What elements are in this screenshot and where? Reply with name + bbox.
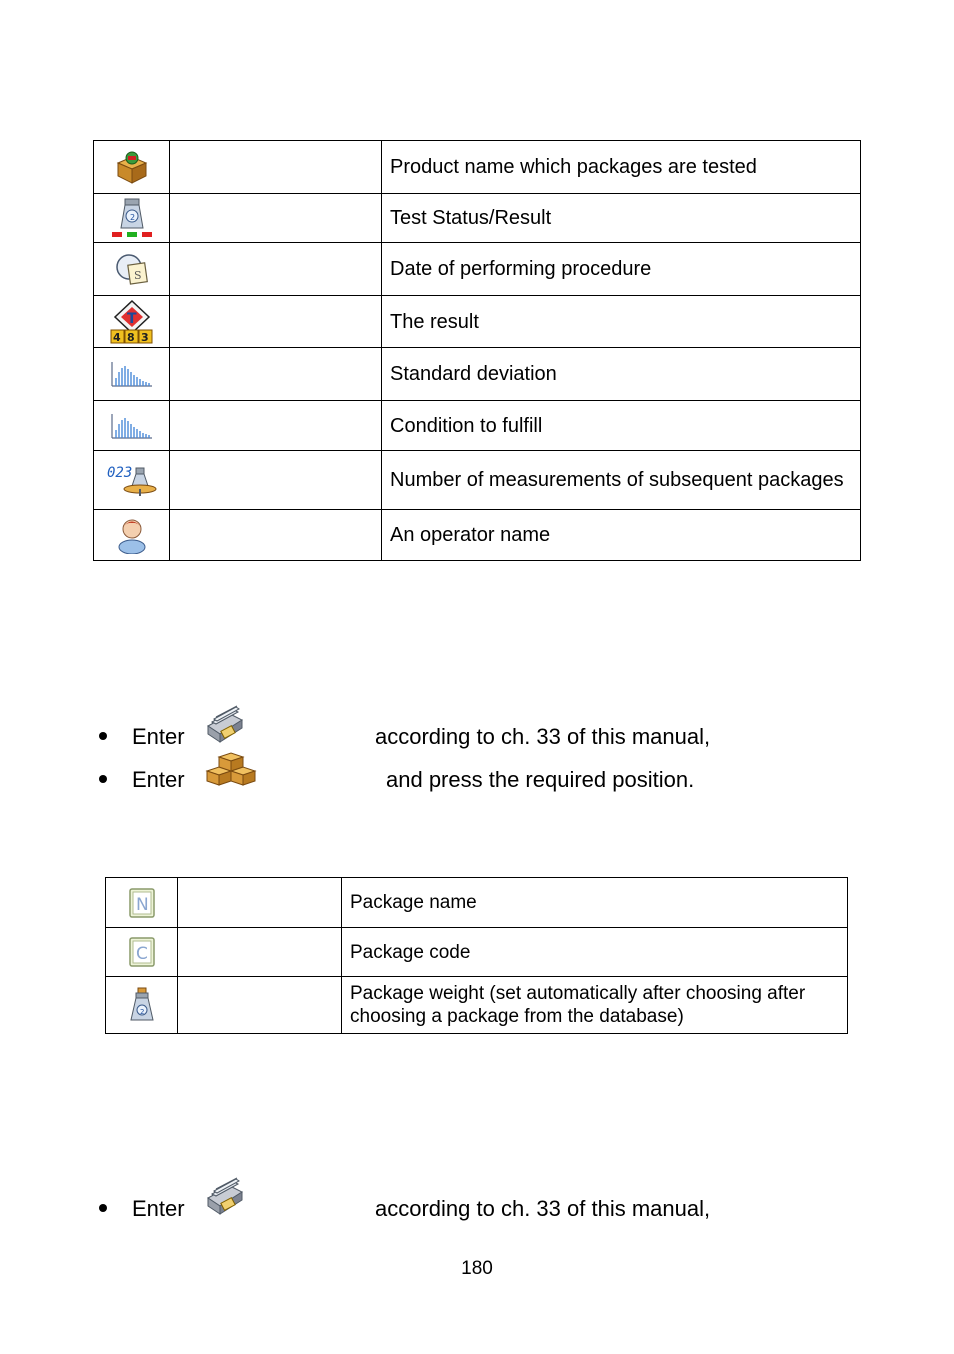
report-fields-table (93, 140, 861, 561)
package-weight-icon (126, 986, 158, 1024)
table-row (94, 141, 861, 194)
svg-text:N: N (135, 894, 149, 915)
table-row (94, 401, 861, 451)
table-row (94, 243, 861, 296)
bar-chart-icon (110, 412, 154, 440)
name-n-icon (127, 886, 157, 920)
bullet-word: Enter (132, 724, 185, 749)
table-row (94, 296, 861, 348)
bar-chart-icon (110, 360, 154, 388)
row-description: Standard deviation (382, 348, 861, 401)
row-description: An operator name (382, 510, 861, 561)
svg-text:023: 023 (106, 465, 132, 481)
row-description: Number of measurements of subsequent packages (382, 451, 861, 510)
svg-text:8: 8 (126, 330, 135, 344)
bullet-dot (99, 775, 107, 783)
row-description: Test Status/Result (382, 194, 861, 243)
page-number: 180 (461, 1258, 493, 1279)
svg-text:T: T (126, 310, 137, 327)
row-description: The result (382, 296, 861, 348)
row-description: Package code (342, 928, 848, 977)
table-row (106, 977, 848, 1034)
table-row (106, 928, 848, 977)
svg-text:4: 4 (112, 330, 121, 344)
packages-boxes-icon (205, 749, 259, 795)
row-description: Product name which packages are tested (382, 141, 861, 194)
database-icon (204, 704, 246, 752)
svg-text:C: C (135, 944, 148, 964)
bullet-text: according to ch. 33 of this manual, (375, 724, 711, 749)
code-c-icon (127, 935, 157, 969)
scale-status-icon (109, 196, 155, 240)
table-row (94, 194, 861, 243)
svg-text:3: 3 (140, 330, 149, 344)
row-description: Condition to fulfill (382, 401, 861, 451)
bullet-text: and press the required position. (386, 767, 695, 792)
svg-text:2: 2 (129, 213, 135, 222)
svg-text:2: 2 (139, 1008, 144, 1016)
date-clock-icon (113, 250, 151, 288)
table-row (106, 878, 848, 928)
row-description: Package name (342, 878, 848, 928)
bullet-dot (99, 1204, 107, 1212)
package-fields-table (105, 877, 848, 1034)
bullet-dot (99, 732, 107, 740)
bullet-word: Enter (132, 1196, 185, 1221)
svg-text:S: S (133, 269, 142, 282)
row-description: Package weight (set automatically after choosing after choosing a package from the database) (342, 977, 848, 1034)
bullet-text: according to ch. 33 of this manual, (375, 1196, 711, 1221)
operator-user-icon (115, 516, 149, 554)
database-icon (204, 1176, 246, 1224)
row-description: Date of performing procedure (382, 243, 861, 296)
table-row (94, 348, 861, 401)
table-row (94, 510, 861, 561)
bullet-word: Enter (132, 767, 185, 792)
table-row (94, 451, 861, 510)
product-box-icon (114, 149, 150, 185)
measurement-counter-icon (106, 462, 158, 498)
result-483-icon (109, 299, 155, 345)
